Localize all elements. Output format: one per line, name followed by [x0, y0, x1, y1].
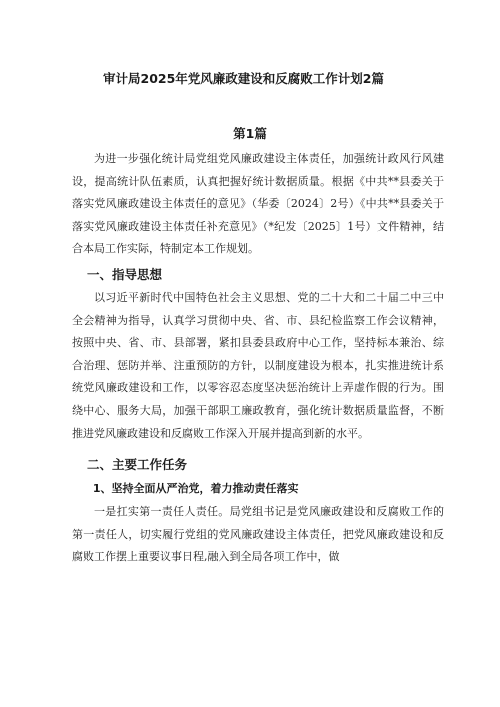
responsibility-paragraph: 一是扛实第一责任人责任。局党组书记是党风廉政建设和反腐败工作的第一责任人，切实履行党组的党风廉政建设主体责任，把党风廉政建设和反腐败工作摆上重要议事日程,融入到全局各项工作中，做 [72, 505, 444, 564]
section-heading-main-tasks: 二、主要工作任务 [87, 457, 188, 473]
document-body [72, 148, 444, 569]
part-title: 第1篇 [233, 126, 267, 141]
guiding-ideology-paragraph: 以习近平新时代中国特色社会主义思想、党的二十大和二十届二中三中全会精神为指导，认真学习贯彻中央、省、市、县纪检监察工作会议精神，按照中央、省、市、县部署，紧扣县委县政府中心工作，坚持标本兼治、综合治理、惩防并举、注重预防的方针，以制度建设为根本，扎实推进统计系统党风廉政建设和工作，以零容忍态度坚决惩治统计上弄虚作假的行为。围绕中心、服务大局，加强干部职工廉政教育，强化统计数据质量监督，不断推进党风廉政建设和反腐败工作深入开展并提高到新的水平。 [72, 290, 444, 440]
document-title: 审计局2025年党风廉政建设和反腐败工作计划2篇 [103, 71, 384, 86]
section-heading-guiding-ideology: 一、指导思想 [87, 266, 163, 282]
intro-paragraph: 为进一步强化统计局党组党风廉政建设主体责任，加强统计政风行风建设，提高统计队伍素质，认真把握好统计数据质量。根据《中共**县委关于落实党风廉政建设主体责任的意见》（华委〔2024〕2号）《中共**县委关于落实党风廉政建设主体责任补充意见》（*纪发〔2025〕1号）文件精神，结合本局工作实际，特制定本工作规划。 [72, 152, 444, 256]
subsection-heading-responsibility: 1、坚持全面从严治党，着力推动责任落实 [92, 482, 299, 496]
